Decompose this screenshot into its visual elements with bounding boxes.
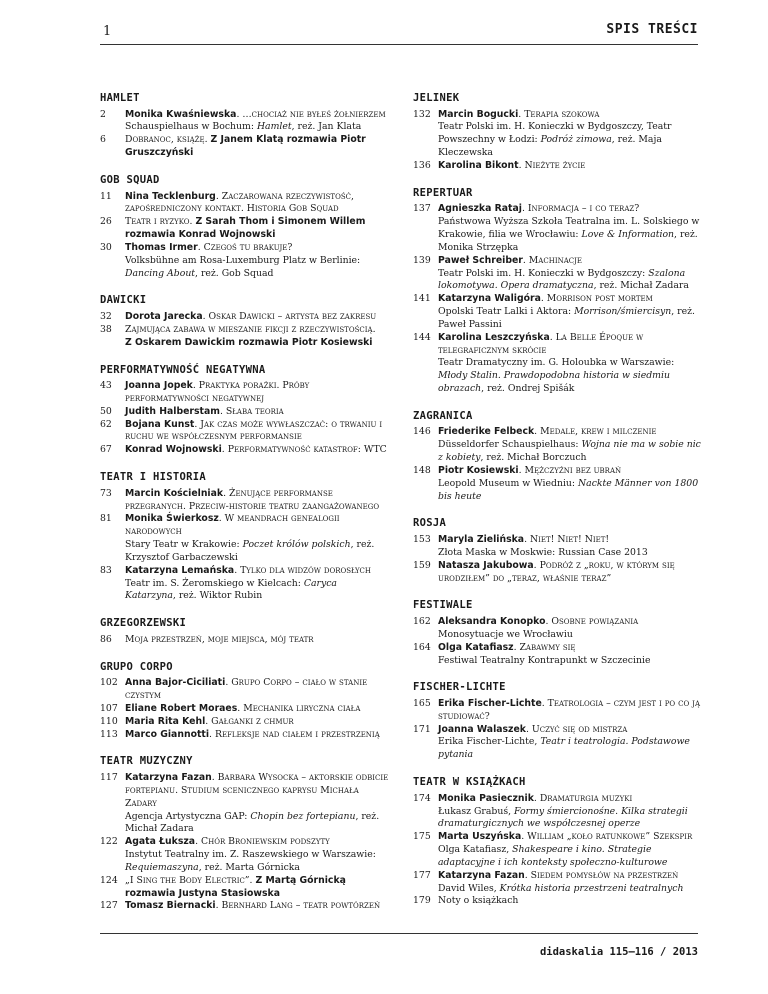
toc-entry[interactable] (100, 419, 390, 445)
entry-detail: , reż. Jan Klata (291, 121, 362, 133)
entry-page-number: 6 (100, 134, 106, 146)
toc-entry[interactable] (100, 875, 390, 901)
toc-entry[interactable] (413, 426, 703, 464)
entry-detail: WTC (363, 444, 387, 456)
entry-text (438, 160, 703, 173)
entry-title: Moja przestrzeń, moje miejsca, mój teatr (125, 633, 314, 645)
entry-title: . Słaba teoria (219, 405, 284, 417)
entry-author: Monika Kwaśniewska (125, 108, 237, 120)
section-title: HAMLET (100, 92, 140, 104)
entry-title: . Machinacje (522, 254, 583, 266)
entry-author: Marta Uszyńska (438, 831, 522, 843)
entry-page-number: 30 (100, 241, 112, 253)
toc-entry[interactable] (413, 831, 703, 869)
work-title: Podróż zimowa (540, 134, 612, 146)
entry-detail: Olga Katafiasz, (438, 844, 513, 856)
toc-entry[interactable] (100, 565, 390, 603)
toc-section (100, 755, 390, 913)
entry-title: . Praktyka porażki. Próby performatywności negatywnej (125, 380, 310, 404)
entry-page-number: 110 (100, 715, 118, 727)
entry-text (125, 311, 390, 324)
toc-entry[interactable] (413, 560, 703, 586)
entry-title: . Czegoś tu brakuje? (197, 241, 293, 253)
toc-entry[interactable] (413, 534, 703, 560)
entry-detail: Teatr Dramatyczny im. G. Holoubka w Warszawie: (438, 357, 675, 369)
entry-title: . Jak czas może wywłaszczać: o trwaniu i ruchu we współczesnym performansie (125, 418, 383, 443)
footer-journal-issue: didaskalia 115–116 / 2013 (539, 946, 698, 958)
toc-entry[interactable] (100, 634, 390, 647)
work-title: Szalona lokomotywa. Opera dramatyczna (438, 267, 686, 292)
entry-page-number: 153 (413, 534, 431, 546)
entry-text (438, 831, 703, 869)
toc-section (100, 617, 390, 646)
entry-author: Bojana Kunst (125, 418, 195, 430)
toc-section (413, 92, 703, 173)
toc-entry[interactable] (100, 380, 390, 406)
toc-entry[interactable] (413, 332, 703, 396)
work-title: Shakespeare i kino. Strategie adaptacyjne i ich konteksty społeczno-kulturowe (438, 844, 668, 868)
entry-text (125, 216, 390, 242)
entry-detail: Düsseldorfer Schauspielhaus: (438, 439, 582, 451)
work-title: Requiemaszyna (125, 861, 199, 873)
entry-detail: , reż. Paweł Passini (438, 306, 695, 330)
entry-detail: Teatr Polski im. H. Konieczki w Bydgoszczy, Teatr Powszechny w Łodzi: (438, 121, 672, 146)
work-title: Formy śmiercionośne. Kilka strategii dramaturgicznych we współczesnej operze (438, 805, 688, 830)
toc-left-column (100, 92, 390, 927)
entry-detail: Monosytuacje we Wrocławiu (438, 628, 573, 640)
entry-text (125, 380, 390, 406)
entry-text (438, 642, 703, 668)
entry-text (125, 406, 390, 419)
toc-section (413, 599, 703, 667)
entry-author: Karolina Leszczyńska (438, 331, 550, 343)
work-title: Morrison/śmiercisyn (574, 306, 672, 318)
entry-author: Thomas Irmer (125, 241, 198, 253)
entry-detail: Teatr Polski im. H. Konieczki w Bydgoszczy: (438, 267, 649, 279)
entry-text (438, 793, 703, 831)
entry-author: Nina Tecklenburg (125, 190, 216, 202)
entry-author: Agata Łuksza (125, 836, 196, 848)
entry-title: . Morrison post mortem (540, 293, 653, 305)
entry-author: Friederike Felbeck (438, 426, 535, 438)
entry-text (438, 895, 703, 908)
entry-detail: Festiwal Teatralny Kontrapunkt w Szczecinie (438, 654, 651, 666)
entry-detail: , reż. Maja Kleczewska (438, 134, 662, 159)
toc-section (100, 661, 390, 742)
entry-text (438, 698, 703, 724)
entry-page-number: 141 (413, 293, 431, 305)
entry-page-number: 43 (100, 380, 112, 392)
section-title: REPERTUAR (413, 186, 473, 199)
entry-page-number: 102 (100, 677, 118, 689)
entry-text (125, 716, 390, 729)
toc-entry[interactable] (100, 716, 390, 729)
entry-detail: Stary Teatr w Krakowie: (125, 539, 243, 551)
toc-entry[interactable] (413, 255, 703, 293)
entry-title: „I Sing the Body Electric”. (125, 874, 256, 886)
entry-page-number: 113 (100, 728, 118, 740)
entry-title: . Grupo Corpo – ciało w stanie czystym (125, 677, 368, 702)
entry-text (438, 724, 703, 762)
interview-credit: Z Oskarem Dawickim rozmawia Piotr Kosiewski (125, 336, 373, 348)
entry-page-number: 162 (413, 616, 431, 628)
entry-text (125, 772, 390, 836)
entry-author: Paweł Schreiber (438, 254, 523, 266)
toc-entry[interactable] (413, 465, 703, 503)
entry-author: Katarzyna Fazan (438, 869, 525, 881)
toc-section (413, 517, 703, 585)
entry-author: Karolina Bikont (438, 159, 519, 171)
entry-title: . Performatywność katastrof: (221, 444, 364, 456)
entry-text (438, 109, 703, 160)
entry-text (438, 465, 703, 503)
entry-title: . Dramaturgia muzyki (533, 792, 633, 804)
entry-author: Anna Bajor-Ciciliati (125, 677, 226, 689)
toc-section (413, 187, 703, 396)
entry-author: Katarzyna Fazan (125, 772, 212, 784)
entry-text (438, 293, 703, 331)
entry-page-number: 146 (413, 426, 431, 438)
entry-title: . W meandrach genealogii narodowych (125, 513, 340, 538)
entry-detail: Erika Fischer-Lichte, (438, 736, 541, 748)
toc-section (413, 410, 703, 504)
toc-entry[interactable] (100, 444, 390, 457)
section-title: DAWICKI (100, 294, 147, 307)
entry-author: Piotr Kosiewski (438, 464, 519, 476)
entry-detail: Łukasz Grabuś, (438, 805, 515, 817)
entry-title: . Siedem pomysłów na przestrzeń (524, 869, 679, 881)
entry-page-number: 136 (413, 159, 431, 171)
entry-author: Marcin Bogucki (438, 108, 519, 120)
entry-detail: , reż. Michał Borczuch (480, 452, 587, 464)
entry-detail: Agencja Artystyczna GAP: (125, 810, 251, 822)
toc-section (100, 294, 390, 349)
section-title: TEATR I HISTORIA (100, 471, 206, 484)
entry-title: Zajmująca zabawa w mieszanie fikcji z rzeczywistością. (125, 323, 376, 335)
toc-entry[interactable] (100, 406, 390, 419)
entry-author: Katarzyna Lemańska (125, 564, 235, 576)
entry-detail: Instytut Teatralny im. Z. Raszewskiego w Warszawie: (125, 849, 376, 861)
entry-detail: Schauspielhaus w Bochum: (125, 121, 257, 133)
work-title: Caryca Katarzyna (125, 577, 337, 602)
work-title: Chopin bez fortepianu (250, 810, 356, 822)
section-title: JELINEK (413, 92, 460, 104)
toc-entry[interactable] (413, 642, 703, 668)
entry-page-number: 107 (100, 702, 118, 714)
toc-entry[interactable] (100, 324, 390, 350)
interview-credit: Z Janem Klatą rozmawia Piotr Gruszczyński (125, 134, 366, 159)
entry-page-number: 117 (100, 772, 118, 784)
entry-page-number: 50 (100, 405, 112, 417)
entry-text (125, 729, 390, 742)
toc-entry[interactable] (413, 793, 703, 831)
section-title: TEATR MUZYCZNY (100, 755, 193, 768)
work-title: Love & Information (581, 229, 675, 241)
entry-page-number: 148 (413, 464, 431, 476)
toc-entry[interactable] (100, 900, 390, 913)
section-title: GRUPO CORPO (100, 660, 173, 673)
work-title: Nackte Männer von 1800 bis heute (438, 477, 699, 502)
entry-title: . Zaczarowana rzeczywistość, zapośredniczony kontakt. Historia Gob Squad (125, 190, 354, 215)
entry-page-number: 73 (100, 487, 112, 499)
toc-entry[interactable] (100, 513, 390, 564)
entry-text (125, 242, 390, 280)
entry-page-number: 83 (100, 564, 112, 576)
toc-right-column (413, 92, 703, 922)
entry-page-number: 159 (413, 559, 431, 571)
entry-page-number: 81 (100, 513, 112, 525)
entry-author: Monika Pasiecznik (438, 792, 534, 804)
entry-author: Marco Giannotti (125, 728, 210, 740)
entry-text (125, 419, 390, 445)
entry-detail: Złota Maska w Moskwie: Russian Case 2013 (438, 546, 648, 558)
entry-page-number: 175 (413, 831, 431, 843)
entry-text (125, 488, 390, 514)
entry-title: . Zabawmy się (513, 641, 576, 653)
interview-credit: Z Sarah Thom i Simonem Willem rozmawia Konrad Wojnowski (125, 216, 366, 241)
entry-text (438, 870, 703, 896)
entry-title: . Informacja – i co teraz? (521, 203, 640, 215)
entry-page-number: 177 (413, 869, 431, 881)
entry-title: . Mechanika liryczna ciała (237, 702, 361, 714)
entry-text (438, 560, 703, 586)
toc-entry[interactable] (413, 895, 703, 908)
entry-page-number: 164 (413, 641, 431, 653)
entry-author: Natasza Jakubowa (438, 559, 534, 571)
entry-text (438, 255, 703, 293)
toc-entry[interactable] (413, 724, 703, 762)
entry-text (125, 565, 390, 603)
entry-detail: , reż. Marta Górnicka (198, 861, 300, 873)
entry-text (438, 203, 703, 254)
entry-text (125, 324, 390, 350)
entry-title: . Mężczyźni bez ubrań (518, 464, 622, 476)
entry-detail: , reż. Wiktor Rubin (172, 590, 263, 602)
toc-entry[interactable] (413, 160, 703, 173)
entry-text (125, 875, 390, 901)
toc-section (100, 174, 390, 280)
entry-author: Maryla Zielińska (438, 534, 525, 546)
entry-text (125, 634, 390, 647)
toc-entry[interactable] (413, 203, 703, 254)
toc-entry[interactable] (413, 698, 703, 724)
entry-detail: Państwowa Wyższa Szkoła Teatralna im. L. Solskiego w Krakowie, filia we Wrocławiu: (438, 216, 700, 241)
entry-detail: Volksbühne am Rosa-Luxemburg Platz w Berlinie: (125, 254, 361, 266)
entry-text (125, 836, 390, 874)
entry-author: Joanna Walaszek (438, 723, 526, 735)
entry-author: Joanna Jopek (125, 380, 193, 392)
toc-entry[interactable] (100, 216, 390, 242)
entry-title: . Chór Broniewskim podszyty (195, 836, 330, 848)
entry-title: . William „koło ratunkowe” Szekspir (521, 831, 693, 843)
work-title: Krótka historia przestrzeni teatralnych (499, 882, 684, 894)
entry-author: Judith Halberstam (125, 405, 220, 417)
header-rule (100, 44, 698, 45)
work-title: Wojna nie ma w sobie nic z kobiety (438, 439, 701, 464)
entry-author: Marcin Kościelniak (125, 487, 224, 499)
entry-title: Teatr i ryzyko. (125, 216, 196, 228)
toc-entry[interactable] (100, 677, 390, 703)
toc-entry[interactable] (100, 311, 390, 324)
entry-text (438, 332, 703, 396)
work-title: Dancing About (125, 267, 196, 279)
entry-author: Dorota Jarecka (125, 311, 203, 323)
toc-entry[interactable] (100, 703, 390, 716)
entry-author: Agnieszka Rataj (438, 203, 522, 215)
interview-credit: Z Martą Górnicką rozmawia Justyna Stasiowska (125, 874, 346, 899)
entry-detail: , reż. Michał Zadara (593, 280, 689, 292)
entry-title: . Refleksje nad ciałem i przestrzenią (209, 728, 380, 740)
toc-entry[interactable] (100, 191, 390, 217)
entry-page-number: 144 (413, 331, 431, 343)
entry-detail: Leopold Museum w Wiedniu: (438, 477, 579, 489)
toc-entry[interactable] (100, 772, 390, 836)
entry-detail: Teatr im. S. Żeromskiego w Kielcach: (125, 577, 304, 589)
entry-author: Tomasz Biernacki (125, 900, 216, 912)
entry-title: Dobranoc, książę. (125, 134, 211, 146)
entry-title: . Nieżyte życie (518, 159, 586, 171)
toc-entry[interactable] (100, 242, 390, 280)
section-title: ROSJA (413, 517, 447, 530)
entry-author: Eliane Robert Moraes (125, 702, 238, 714)
entry-text (125, 677, 390, 703)
entry-page-number: 26 (100, 216, 112, 228)
toc-entry[interactable] (413, 293, 703, 331)
toc-entry[interactable] (100, 729, 390, 742)
entry-page-number: 132 (413, 108, 431, 120)
toc-section (100, 364, 390, 458)
section-title: FISCHER-LICHTE (413, 681, 506, 694)
entry-author: Katarzyna Waligóra (438, 293, 541, 305)
toc-entry[interactable] (100, 134, 390, 160)
toc-section (413, 681, 703, 762)
entry-page-number: 171 (413, 723, 431, 735)
entry-title: . Gałganki z chmur (205, 715, 294, 727)
toc-entry[interactable] (413, 870, 703, 896)
entry-detail: , reż. Ondrej Spišák (481, 383, 575, 395)
entry-page-number: 174 (413, 792, 431, 804)
entry-detail: Opolski Teatr Lalki i Aktora: (438, 306, 575, 318)
entry-text (125, 900, 390, 913)
section-title: PERFORMATYWNOŚĆ NEGATYWNA (100, 363, 266, 376)
entry-title: . Podróż z „roku, w którym się urodziłem” do „teraz, właśnie teraz” (438, 559, 675, 584)
toc-entry[interactable] (100, 109, 390, 135)
section-title: GRZEGORZEWSKI (100, 617, 187, 630)
work-title: Młody Stalin. Prawdopodobna historia w siedmiu obrazach (438, 370, 670, 395)
entry-page-number: 127 (100, 900, 118, 912)
entry-detail: , reż. Michał Zadara (125, 810, 380, 835)
entry-page-number: 179 (413, 895, 431, 907)
entry-author: Monika Świerkosz (125, 513, 219, 525)
entry-text (125, 109, 390, 135)
entry-title: . Osobne powiązania (545, 616, 639, 628)
entry-title: . Uczyć się od mistrza (525, 723, 628, 735)
toc-section (413, 776, 703, 908)
entry-text (125, 191, 390, 217)
entry-page-number: 62 (100, 418, 112, 430)
entry-page-number: 67 (100, 444, 112, 456)
entry-title: . La Belle Époque w telegraficznym skrócie (438, 331, 644, 356)
work-title: Poczet królów polskich (242, 539, 351, 551)
entry-author: Maria Rita Kehl (125, 715, 206, 727)
entry-author: Erika Fischer-Lichte (438, 698, 542, 709)
entry-title: . Teatrologia – czym jest i po co ją studiować? (438, 698, 701, 722)
entry-detail: David Wiles, (438, 882, 500, 894)
entry-page-number: 11 (100, 190, 112, 202)
work-title: Teatr i teatrologia. Podstawowe pytania (438, 736, 690, 761)
footer-rule (100, 933, 698, 934)
entry-text (438, 534, 703, 560)
entry-detail: Noty o książkach (438, 895, 519, 907)
entry-text (125, 134, 390, 160)
toc-entry[interactable] (100, 836, 390, 874)
toc-entry[interactable] (413, 109, 703, 160)
entry-text (125, 513, 390, 564)
toc-section (100, 92, 390, 160)
entry-detail: , reż. Gob Squad (195, 267, 274, 279)
entry-text (125, 703, 390, 716)
entry-title: . Oskar Dawicki – artysta bez zakresu (202, 311, 377, 323)
entry-page-number: 38 (100, 323, 112, 335)
entry-title: . Niet! Niet! Niet! (524, 534, 610, 546)
entry-detail: , reż. Krzysztof Garbaczewski (125, 539, 375, 563)
entry-title: . Żenujące performanse przegranych. Przeciw-historie teatru zaangażowanego (125, 487, 380, 512)
entry-author: Konrad Wojnowski (125, 444, 222, 456)
page-header-title: SPIS TREŚCI (606, 22, 698, 37)
work-title: Hamlet (256, 121, 292, 133)
entry-page-number: 122 (100, 836, 118, 848)
entry-page-number: 86 (100, 633, 112, 645)
section-title: GOB SQUAD (100, 173, 160, 186)
entry-detail: , reż. Monika Strzępka (438, 229, 698, 253)
entry-page-number: 165 (413, 698, 431, 709)
section-title: ZAGRANICA (413, 409, 473, 422)
entry-text (438, 426, 703, 464)
toc-entry[interactable] (100, 488, 390, 514)
entry-title: . Medale, krew i milczenie (534, 426, 657, 438)
entry-title: . Barbara Wysocka – aktorskie odbicie fortepianu. Studium scenicznego kaprysu Michała Zadary (125, 772, 389, 809)
entry-title: . Bernhard Lang – teatr powtórzeń (215, 900, 381, 912)
entry-text (438, 616, 703, 642)
section-title: TEATR W KSIĄŻKACH (413, 776, 526, 789)
entry-title: . Terapia szokowa (518, 108, 600, 120)
page-number: 1 (103, 24, 112, 39)
entry-author: Olga Katafiasz (438, 641, 514, 653)
entry-title: . …chociaż nie byłeś żołnierzem (236, 108, 386, 120)
toc-section (100, 471, 390, 603)
toc-entry[interactable] (413, 616, 703, 642)
entry-title: . Tylko dla widzów dorosłych (234, 564, 371, 576)
section-title: FESTIWALE (413, 599, 473, 612)
entry-page-number: 124 (100, 874, 118, 886)
entry-page-number: 2 (100, 108, 106, 120)
entry-author: Aleksandra Konopko (438, 616, 546, 628)
entry-page-number: 32 (100, 311, 112, 323)
entry-page-number: 139 (413, 254, 431, 266)
entry-page-number: 137 (413, 203, 431, 215)
entry-text (125, 444, 390, 457)
